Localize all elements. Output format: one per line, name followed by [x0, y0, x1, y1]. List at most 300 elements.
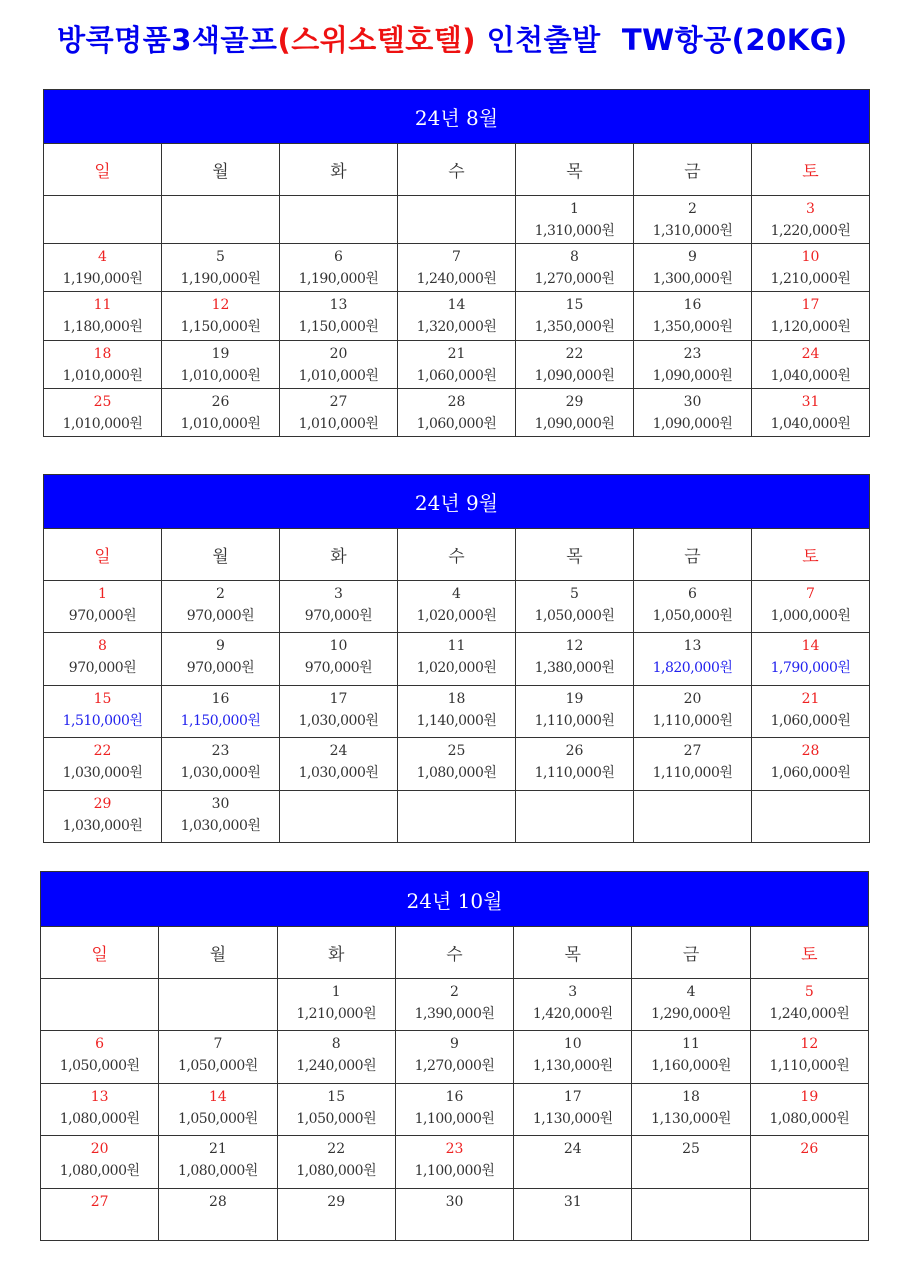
- day-price: 1,030,000원: [62, 817, 143, 834]
- day-price: 1,050,000원: [59, 1058, 140, 1075]
- empty-day-cell: [752, 790, 870, 842]
- day-cell[interactable]: [750, 979, 868, 1031]
- day-price: 1,060,000원: [416, 367, 497, 384]
- day-price: 1,190,000원: [62, 271, 143, 288]
- day-number: 31: [563, 1193, 582, 1210]
- day-number: 8: [98, 638, 107, 655]
- day-number: 22: [327, 1141, 346, 1158]
- month-header: 24년 9월: [44, 475, 870, 529]
- day-cell[interactable]: [277, 1188, 395, 1240]
- weekday-header: 일: [44, 144, 162, 196]
- day-number: 26: [800, 1141, 819, 1158]
- day-number: 12: [211, 297, 230, 314]
- day-cell[interactable]: [280, 581, 398, 633]
- day-cell[interactable]: [280, 685, 398, 737]
- day-price: 1,130,000원: [532, 1110, 613, 1127]
- day-price: 1,010,000원: [298, 415, 379, 432]
- day-cell[interactable]: [162, 633, 280, 685]
- day-number: 24: [329, 743, 348, 760]
- day-price: 1,030,000원: [298, 712, 379, 729]
- day-price: 1,080,000원: [769, 1110, 850, 1127]
- weekday-header: 화: [280, 144, 398, 196]
- day-number: 14: [209, 1088, 227, 1105]
- empty-day-cell: [162, 196, 280, 244]
- weekday-header: 목: [516, 529, 634, 581]
- day-price: 1,030,000원: [62, 765, 143, 782]
- title-main: 방콕명품3색골프: [57, 23, 278, 57]
- day-cell[interactable]: [162, 738, 280, 790]
- empty-day-cell: [750, 1188, 868, 1240]
- weekday-header: 월: [162, 529, 280, 581]
- day-number: 5: [570, 586, 579, 602]
- day-cell[interactable]: [632, 979, 750, 1031]
- day-cell[interactable]: [634, 388, 752, 436]
- day-price: 970,000원: [186, 660, 255, 677]
- day-cell[interactable]: [514, 979, 632, 1031]
- day-price: 1,110,000원: [534, 765, 615, 782]
- day-price: 1,010,000원: [62, 367, 143, 384]
- day-price: 1,110,000원: [534, 712, 615, 729]
- day-cell[interactable]: [398, 581, 516, 633]
- day-number: 8: [331, 1036, 341, 1053]
- day-price: 1,130,000원: [651, 1110, 731, 1127]
- day-number: 18: [682, 1088, 700, 1105]
- day-number: 29: [565, 393, 584, 410]
- day-cell[interactable]: [398, 292, 516, 340]
- day-price: 1,080,000원: [416, 765, 497, 782]
- day-number: 17: [563, 1088, 582, 1105]
- empty-day-cell: [280, 196, 398, 244]
- day-cell[interactable]: [44, 340, 162, 388]
- day-number: 9: [216, 638, 225, 655]
- day-number: 29: [327, 1193, 346, 1210]
- title-hotel: (스위소텔호텔): [277, 23, 477, 57]
- day-cell[interactable]: [44, 633, 162, 685]
- day-cell[interactable]: [752, 196, 870, 244]
- day-cell[interactable]: [632, 1083, 750, 1135]
- day-cell[interactable]: [41, 1188, 159, 1240]
- day-price: 1,110,000원: [652, 712, 733, 729]
- day-price: 1,270,000원: [534, 271, 615, 288]
- day-price: 1,390,000원: [414, 1006, 495, 1022]
- day-price: 1,110,000원: [652, 765, 733, 782]
- day-number: 25: [93, 393, 112, 410]
- day-cell[interactable]: [395, 1031, 513, 1083]
- day-cell[interactable]: [514, 1031, 632, 1083]
- day-number: 8: [570, 249, 579, 266]
- day-number: 10: [563, 1036, 582, 1053]
- day-cell[interactable]: [752, 633, 870, 685]
- day-number: 9: [450, 1036, 459, 1053]
- day-number: 4: [98, 249, 107, 266]
- day-price: 1,120,000원: [770, 319, 851, 336]
- day-cell[interactable]: [752, 738, 870, 790]
- weekday-header: 수: [395, 927, 513, 979]
- day-number: 14: [447, 297, 466, 314]
- day-cell[interactable]: [398, 340, 516, 388]
- day-cell[interactable]: [44, 292, 162, 340]
- weekday-header: 수: [398, 144, 516, 196]
- day-price: 1,320,000원: [416, 319, 497, 336]
- day-number: 24: [563, 1141, 582, 1158]
- day-cell[interactable]: [398, 633, 516, 685]
- day-cell[interactable]: [398, 388, 516, 436]
- day-price: 1,150,000원: [180, 319, 261, 336]
- day-price: 1,090,000원: [534, 415, 615, 432]
- day-number: 17: [329, 690, 348, 707]
- day-cell[interactable]: [516, 244, 634, 292]
- day-number: 18: [447, 690, 466, 707]
- day-cell[interactable]: [280, 738, 398, 790]
- day-price: 1,080,000원: [296, 1163, 377, 1180]
- day-price: 970,000원: [186, 608, 255, 624]
- day-number: 12: [800, 1036, 819, 1053]
- day-cell[interactable]: [395, 1083, 513, 1135]
- day-number: 10: [329, 638, 348, 655]
- day-price: 1,050,000원: [652, 608, 733, 624]
- weekday-header: 일: [44, 529, 162, 581]
- day-price: 1,010,000원: [180, 367, 261, 384]
- day-cell[interactable]: [750, 1031, 868, 1083]
- day-price: 1,030,000원: [180, 765, 261, 782]
- day-number: 1: [570, 201, 579, 217]
- day-number: 30: [211, 795, 230, 812]
- day-price: 1,350,000원: [652, 319, 733, 336]
- day-cell[interactable]: [44, 581, 162, 633]
- page-title: [0, 18, 905, 59]
- day-number: 27: [683, 743, 702, 760]
- day-price: 1,010,000원: [298, 367, 379, 384]
- day-price: 1,080,000원: [59, 1110, 140, 1127]
- empty-day-cell: [634, 790, 752, 842]
- day-price: 1,160,000원: [651, 1058, 731, 1075]
- day-price: 970,000원: [68, 608, 137, 624]
- weekday-header: 금: [634, 144, 752, 196]
- day-number: 26: [211, 393, 230, 410]
- day-price: 1,040,000원: [770, 367, 851, 384]
- day-number: 30: [683, 393, 702, 410]
- day-price: 1,240,000원: [416, 271, 497, 288]
- day-number: 27: [329, 393, 348, 410]
- empty-day-cell: [41, 979, 159, 1031]
- day-cell[interactable]: [634, 738, 752, 790]
- day-price: 970,000원: [68, 660, 137, 677]
- day-cell[interactable]: [634, 196, 752, 244]
- day-cell[interactable]: [44, 790, 162, 842]
- day-number: 13: [683, 638, 702, 655]
- day-cell[interactable]: [632, 1136, 750, 1188]
- day-cell[interactable]: [277, 1031, 395, 1083]
- day-cell[interactable]: [41, 1136, 159, 1188]
- weekday-header: 목: [516, 144, 634, 196]
- day-number: 2: [688, 201, 697, 217]
- day-number: 25: [447, 743, 466, 760]
- day-cell[interactable]: [395, 1188, 513, 1240]
- day-cell[interactable]: [752, 292, 870, 340]
- day-number: 23: [445, 1141, 464, 1158]
- day-price: 1,080,000원: [59, 1163, 140, 1180]
- day-number: 2: [216, 586, 225, 602]
- day-number: 24: [801, 345, 820, 362]
- day-price: 1,210,000원: [770, 271, 851, 288]
- empty-day-cell: [44, 196, 162, 244]
- day-price: 1,510,000원: [62, 712, 143, 729]
- day-cell[interactable]: [162, 388, 280, 436]
- day-price: 1,020,000원: [416, 608, 497, 624]
- day-cell[interactable]: [514, 1083, 632, 1135]
- day-price: 1,310,000원: [534, 223, 615, 239]
- day-price: 1,040,000원: [770, 415, 851, 432]
- day-number: 3: [334, 586, 343, 602]
- day-cell[interactable]: [750, 1136, 868, 1188]
- day-cell[interactable]: [280, 340, 398, 388]
- day-number: 5: [216, 249, 225, 266]
- day-cell[interactable]: [162, 292, 280, 340]
- day-price: 1,130,000원: [532, 1058, 613, 1075]
- day-number: 21: [209, 1141, 227, 1158]
- day-number: 18: [93, 345, 112, 362]
- day-price: 1,050,000원: [178, 1058, 258, 1075]
- day-number: 21: [447, 345, 466, 362]
- day-price: 1,060,000원: [770, 765, 851, 782]
- day-cell[interactable]: [44, 388, 162, 436]
- day-number: 7: [806, 586, 815, 602]
- day-cell[interactable]: [752, 388, 870, 436]
- day-cell[interactable]: [159, 1031, 277, 1083]
- month-calendar: [43, 89, 870, 437]
- day-cell[interactable]: [752, 244, 870, 292]
- day-price: 1,270,000원: [414, 1058, 495, 1075]
- day-cell[interactable]: [280, 633, 398, 685]
- day-number: 15: [93, 690, 112, 707]
- day-cell[interactable]: [162, 340, 280, 388]
- day-price: 1,110,000원: [769, 1058, 850, 1075]
- day-number: 3: [568, 984, 578, 1000]
- day-cell[interactable]: [162, 790, 280, 842]
- empty-day-cell: [516, 790, 634, 842]
- day-price: 1,090,000원: [652, 367, 733, 384]
- day-number: 28: [801, 743, 820, 760]
- weekday-header: 월: [162, 144, 280, 196]
- month-calendar: [43, 474, 870, 843]
- day-number: 17: [801, 297, 820, 314]
- day-price: 1,290,000원: [651, 1006, 731, 1022]
- day-number: 9: [688, 249, 697, 266]
- day-cell[interactable]: [398, 685, 516, 737]
- day-cell[interactable]: [398, 738, 516, 790]
- day-number: 22: [565, 345, 584, 362]
- day-price: 1,030,000원: [180, 817, 261, 834]
- day-number: 5: [804, 984, 814, 1000]
- day-price: 1,380,000원: [534, 660, 615, 677]
- day-cell[interactable]: [162, 685, 280, 737]
- day-cell[interactable]: [634, 633, 752, 685]
- day-cell[interactable]: [634, 581, 752, 633]
- day-cell[interactable]: [514, 1188, 632, 1240]
- day-cell[interactable]: [280, 292, 398, 340]
- day-cell[interactable]: [398, 244, 516, 292]
- day-cell[interactable]: [159, 1083, 277, 1135]
- day-price: 1,190,000원: [298, 271, 379, 288]
- day-price: 1,150,000원: [180, 712, 261, 729]
- day-cell[interactable]: [162, 581, 280, 633]
- day-cell[interactable]: [516, 581, 634, 633]
- weekday-header: 토: [752, 144, 870, 196]
- weekday-header: 화: [277, 927, 395, 979]
- day-number: 10: [801, 249, 820, 266]
- day-number: 14: [801, 638, 820, 655]
- day-number: 7: [213, 1036, 223, 1053]
- day-price: 1,080,000원: [178, 1163, 258, 1180]
- day-number: 11: [93, 297, 112, 314]
- day-cell[interactable]: [750, 1083, 868, 1135]
- day-number: 31: [801, 393, 820, 410]
- day-cell[interactable]: [516, 685, 634, 737]
- weekday-header: 토: [750, 927, 868, 979]
- day-number: 22: [93, 743, 112, 760]
- day-number: 28: [447, 393, 466, 410]
- weekday-header: 금: [634, 529, 752, 581]
- month-header: 24년 8월: [44, 90, 870, 144]
- day-cell[interactable]: [752, 685, 870, 737]
- day-price: 1,090,000원: [652, 415, 733, 432]
- day-number: 4: [686, 984, 696, 1000]
- day-cell[interactable]: [44, 685, 162, 737]
- day-price: 1,140,000원: [416, 712, 497, 729]
- day-cell[interactable]: [41, 1083, 159, 1135]
- day-number: 16: [445, 1088, 464, 1105]
- day-cell[interactable]: [634, 244, 752, 292]
- day-price: 1,050,000원: [178, 1110, 258, 1127]
- day-number: 29: [93, 795, 112, 812]
- weekday-header: 화: [280, 529, 398, 581]
- day-number: 11: [447, 638, 466, 655]
- day-number: 16: [683, 297, 702, 314]
- day-price: 1,820,000원: [652, 660, 733, 677]
- day-number: 19: [211, 345, 230, 362]
- day-number: 16: [211, 690, 230, 707]
- day-cell[interactable]: [277, 1136, 395, 1188]
- day-price: 1,010,000원: [62, 415, 143, 432]
- day-number: 28: [209, 1193, 227, 1210]
- day-cell[interactable]: [634, 685, 752, 737]
- day-price: 1,150,000원: [298, 319, 379, 336]
- weekday-header: 월: [159, 927, 277, 979]
- empty-day-cell: [632, 1188, 750, 1240]
- month-header: 24년 10월: [41, 872, 869, 927]
- day-price: 970,000원: [304, 660, 373, 677]
- day-cell[interactable]: [280, 244, 398, 292]
- day-cell[interactable]: [44, 244, 162, 292]
- day-price: 1,240,000원: [296, 1058, 377, 1075]
- day-cell[interactable]: [277, 1083, 395, 1135]
- day-number: 1: [331, 984, 341, 1000]
- day-number: 6: [334, 249, 343, 266]
- day-number: 20: [90, 1141, 109, 1158]
- day-price: 1,100,000원: [414, 1163, 495, 1180]
- empty-day-cell: [398, 196, 516, 244]
- day-number: 13: [329, 297, 348, 314]
- weekday-header: 금: [632, 927, 750, 979]
- day-number: 7: [452, 249, 461, 266]
- day-number: 6: [688, 586, 697, 602]
- day-price: 1,010,000원: [180, 415, 261, 432]
- day-number: 19: [800, 1088, 819, 1105]
- day-number: 27: [90, 1193, 109, 1210]
- day-price: 1,090,000원: [534, 367, 615, 384]
- day-cell[interactable]: [516, 292, 634, 340]
- weekday-header: 일: [41, 927, 159, 979]
- day-number: 20: [683, 690, 702, 707]
- day-cell[interactable]: [514, 1136, 632, 1188]
- empty-day-cell: [159, 979, 277, 1031]
- day-price: 970,000원: [304, 608, 373, 624]
- day-cell[interactable]: [634, 340, 752, 388]
- day-price: 1,030,000원: [298, 765, 379, 782]
- day-cell[interactable]: [516, 196, 634, 244]
- day-cell[interactable]: [516, 633, 634, 685]
- month-calendar: [40, 871, 869, 1241]
- day-price: 1,350,000원: [534, 319, 615, 336]
- day-cell[interactable]: [162, 244, 280, 292]
- day-price: 1,050,000원: [534, 608, 615, 624]
- day-price: 1,310,000원: [652, 223, 733, 239]
- day-cell[interactable]: [280, 388, 398, 436]
- day-price: 1,060,000원: [416, 415, 497, 432]
- day-cell[interactable]: [395, 979, 513, 1031]
- day-cell[interactable]: [159, 1188, 277, 1240]
- day-price: 1,000,000원: [770, 608, 851, 624]
- day-cell[interactable]: [516, 738, 634, 790]
- day-price: 1,020,000원: [416, 660, 497, 677]
- day-number: 2: [450, 984, 459, 1000]
- day-cell[interactable]: [634, 292, 752, 340]
- day-cell[interactable]: [395, 1136, 513, 1188]
- day-number: 21: [801, 690, 820, 707]
- day-price: 1,300,000원: [652, 271, 733, 288]
- day-cell[interactable]: [277, 979, 395, 1031]
- day-cell[interactable]: [41, 1031, 159, 1083]
- day-price: 1,100,000원: [414, 1110, 495, 1127]
- day-number: 1: [98, 586, 107, 602]
- day-cell[interactable]: [44, 738, 162, 790]
- day-cell[interactable]: [516, 388, 634, 436]
- day-number: 15: [565, 297, 584, 314]
- day-cell[interactable]: [752, 581, 870, 633]
- day-price: 1,790,000원: [770, 660, 851, 677]
- day-number: 11: [682, 1036, 700, 1053]
- day-cell[interactable]: [159, 1136, 277, 1188]
- day-price: 1,210,000원: [296, 1006, 377, 1022]
- weekday-header: 토: [752, 529, 870, 581]
- day-price: 1,060,000원: [770, 712, 851, 729]
- day-cell[interactable]: [516, 340, 634, 388]
- day-price: 1,050,000원: [296, 1110, 377, 1127]
- weekday-header: 목: [514, 927, 632, 979]
- empty-day-cell: [280, 790, 398, 842]
- day-number: 23: [683, 345, 702, 362]
- day-number: 25: [682, 1141, 700, 1158]
- day-price: 1,190,000원: [180, 271, 261, 288]
- day-cell[interactable]: [752, 340, 870, 388]
- day-number: 12: [565, 638, 584, 655]
- day-price: 1,220,000원: [770, 223, 851, 239]
- day-number: 4: [452, 586, 461, 602]
- day-number: 15: [327, 1088, 346, 1105]
- day-number: 13: [90, 1088, 109, 1105]
- day-cell[interactable]: [632, 1031, 750, 1083]
- day-number: 26: [565, 743, 584, 760]
